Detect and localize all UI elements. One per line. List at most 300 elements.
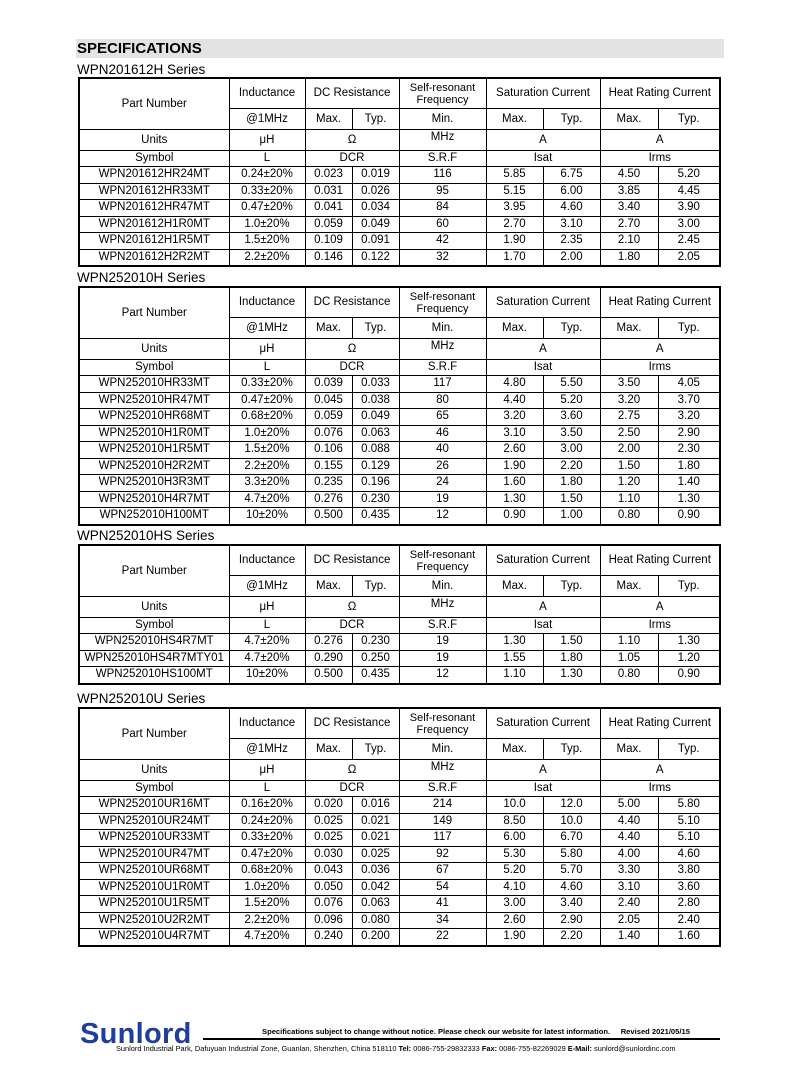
inductance-header: Inductance [229,708,305,739]
srf-min-cell: 42 [399,233,486,250]
table-row [79,409,720,426]
dcr-typ-cell: 0.435 [352,508,399,525]
spec-table-wpn201612h [78,77,721,267]
dcr-max-cell: 0.025 [305,813,352,830]
test-frequency-header: @1MHz [229,318,305,339]
table-row [79,863,720,880]
isat-typ-cell: 3.60 [543,409,600,426]
irms-max-cell: 2.50 [600,425,658,442]
dcr-typ-cell: 0.025 [352,846,399,863]
inductance-cell: 2.2±20% [229,912,305,929]
part-number-cell: WPN252010U1R5MT [79,896,229,913]
table-row [79,425,720,442]
units-row [79,597,720,618]
symbol-dcr: DCR [305,781,399,797]
dc-resistance-header: DC Resistance [305,708,399,739]
table-row [79,167,720,184]
unit-dcr: Ω [305,597,399,618]
inductance-cell: 0.24±20% [229,167,305,184]
unit-dcr: Ω [305,339,399,360]
srf-min-header: Min. [399,318,486,339]
symbol-isat: Isat [486,151,600,167]
irms-max-cell: 3.10 [600,879,658,896]
dcr-max-cell: 0.290 [305,650,352,667]
irms-max-cell: 1.40 [600,929,658,946]
isat-typ-cell: 6.00 [543,183,600,200]
srf-min-cell: 116 [399,167,486,184]
unit-srf: MHz [399,130,486,151]
irms-max-cell: 1.05 [600,650,658,667]
footer-tel: 0086-755-29832333 [413,1044,480,1053]
isat-typ-cell: 10.0 [543,813,600,830]
srf-min-header: Min. [399,109,486,130]
irms-max-header: Max. [600,576,658,597]
symbol-row [79,360,720,376]
dcr-max-cell: 0.500 [305,508,352,525]
footer-address-line [116,1044,676,1053]
isat-typ-cell: 3.40 [543,896,600,913]
inductance-cell: 0.47±20% [229,846,305,863]
unit-inductance: μH [229,597,305,618]
part-number-cell: WPN201612HR24MT [79,167,229,184]
footer-fax-label: Fax: [481,1044,498,1053]
symbol-row [79,618,720,634]
irms-typ-header: Typ. [658,739,720,760]
irms-typ-cell: 0.90 [658,508,720,525]
isat-max-cell: 1.90 [486,929,543,946]
srf-min-cell: 214 [399,797,486,814]
isat-typ-cell: 3.00 [543,442,600,459]
heat-rating-current-header: Heat Rating Current [600,545,720,576]
srf-header: Self-resonant Frequency [399,545,486,576]
dcr-typ-cell: 0.063 [352,425,399,442]
srf-min-cell: 40 [399,442,486,459]
dcr-max-cell: 0.023 [305,167,352,184]
isat-typ-cell: 12.0 [543,797,600,814]
irms-typ-header: Typ. [658,318,720,339]
isat-typ-cell: 1.50 [543,491,600,508]
irms-typ-cell: 1.60 [658,929,720,946]
isat-typ-cell: 5.70 [543,863,600,880]
srf-min-cell: 34 [399,912,486,929]
table-row [79,929,720,946]
irms-typ-cell: 2.40 [658,912,720,929]
inductance-cell: 1.0±20% [229,425,305,442]
saturation-current-header: Saturation Current [486,545,600,576]
irms-max-cell: 3.85 [600,183,658,200]
dcr-max-cell: 0.109 [305,233,352,250]
inductance-cell: 2.2±20% [229,458,305,475]
symbol-srf: S.R.F [399,151,486,167]
isat-typ-cell: 2.90 [543,912,600,929]
dcr-typ-cell: 0.129 [352,458,399,475]
saturation-current-header: Saturation Current [486,78,600,109]
inductance-header: Inductance [229,287,305,318]
table-row [79,508,720,525]
irms-max-cell: 5.00 [600,797,658,814]
spec-table-wpn252010h [78,286,721,526]
isat-typ-header: Typ. [543,318,600,339]
table-row [79,667,720,684]
inductance-cell: 3.3±20% [229,475,305,492]
srf-min-cell: 19 [399,650,486,667]
heat-rating-current-header: Heat Rating Current [600,78,720,109]
irms-max-cell: 3.40 [600,200,658,217]
series-title-2: WPN252010HS Series [77,528,215,543]
isat-typ-cell: 2.20 [543,929,600,946]
footer-divider [203,1038,720,1040]
inductance-cell: 0.68±20% [229,863,305,880]
isat-max-cell: 1.30 [486,634,543,651]
isat-typ-header: Typ. [543,576,600,597]
isat-max-cell: 1.10 [486,667,543,684]
dcr-max-cell: 0.031 [305,183,352,200]
header-row [79,287,720,318]
dcr-max-cell: 0.020 [305,797,352,814]
symbol-row [79,151,720,167]
table-row [79,458,720,475]
inductance-cell: 10±20% [229,508,305,525]
dcr-max-header: Max. [305,576,352,597]
saturation-current-header: Saturation Current [486,287,600,318]
dcr-max-cell: 0.500 [305,667,352,684]
dcr-typ-cell: 0.042 [352,879,399,896]
isat-typ-header: Typ. [543,739,600,760]
isat-max-cell: 1.60 [486,475,543,492]
srf-min-cell: 60 [399,216,486,233]
units-label: Units [79,760,229,781]
irms-max-cell: 4.50 [600,167,658,184]
footer-revised: Revised 2021/05/15 [620,1027,690,1036]
symbol-inductance: L [229,360,305,376]
srf-min-cell: 92 [399,846,486,863]
srf-min-cell: 12 [399,508,486,525]
dcr-typ-header: Typ. [352,109,399,130]
isat-max-cell: 3.10 [486,425,543,442]
dcr-typ-cell: 0.026 [352,183,399,200]
dcr-max-cell: 0.059 [305,409,352,426]
footer-email-label: E-Mail: [567,1044,592,1053]
table-row [79,650,720,667]
irms-typ-cell: 3.70 [658,392,720,409]
dcr-max-header: Max. [305,318,352,339]
symbol-row [79,781,720,797]
isat-typ-cell: 5.80 [543,846,600,863]
isat-max-cell: 3.20 [486,409,543,426]
srf-min-cell: 95 [399,183,486,200]
srf-header: Self-resonant Frequency [399,287,486,318]
dcr-max-cell: 0.146 [305,249,352,266]
srf-min-header: Min. [399,576,486,597]
table-row [79,392,720,409]
isat-max-cell: 1.55 [486,650,543,667]
isat-typ-cell: 4.60 [543,879,600,896]
symbol-srf: S.R.F [399,618,486,634]
irms-typ-cell: 5.10 [658,813,720,830]
irms-typ-cell: 2.80 [658,896,720,913]
irms-max-cell: 2.75 [600,409,658,426]
table-row [79,376,720,393]
part-number-cell: WPN252010HR33MT [79,376,229,393]
inductance-cell: 0.33±20% [229,183,305,200]
srf-min-cell: 46 [399,425,486,442]
irms-max-header: Max. [600,318,658,339]
irms-typ-cell: 3.80 [658,863,720,880]
table-row [79,879,720,896]
irms-typ-cell: 1.30 [658,634,720,651]
srf-min-cell: 117 [399,376,486,393]
srf-min-cell: 41 [399,896,486,913]
symbol-dcr: DCR [305,151,399,167]
unit-irms: A [600,130,720,151]
irms-typ-cell: 5.20 [658,167,720,184]
srf-min-cell: 149 [399,813,486,830]
isat-typ-cell: 1.50 [543,634,600,651]
dcr-typ-cell: 0.049 [352,409,399,426]
dcr-max-cell: 0.039 [305,376,352,393]
unit-inductance: μH [229,339,305,360]
symbol-inductance: L [229,151,305,167]
dcr-typ-header: Typ. [352,739,399,760]
part-number-header: Part Number [79,287,229,339]
test-frequency-header: @1MHz [229,739,305,760]
dcr-max-cell: 0.276 [305,491,352,508]
footer-note [262,1027,690,1036]
isat-typ-cell: 6.70 [543,830,600,847]
irms-max-cell: 2.10 [600,233,658,250]
dcr-max-header: Max. [305,739,352,760]
table-row [79,183,720,200]
inductance-cell: 1.0±20% [229,879,305,896]
isat-max-cell: 6.00 [486,830,543,847]
isat-max-cell: 1.90 [486,458,543,475]
inductance-cell: 1.0±20% [229,216,305,233]
isat-max-cell: 10.0 [486,797,543,814]
isat-max-cell: 5.15 [486,183,543,200]
dcr-max-cell: 0.106 [305,442,352,459]
srf-min-cell: 12 [399,667,486,684]
inductance-header: Inductance [229,545,305,576]
irms-max-cell: 3.50 [600,376,658,393]
isat-max-cell: 8.50 [486,813,543,830]
table-row [79,249,720,266]
irms-typ-cell: 2.30 [658,442,720,459]
dcr-typ-cell: 0.196 [352,475,399,492]
inductance-cell: 1.5±20% [229,442,305,459]
isat-typ-cell: 5.50 [543,376,600,393]
dcr-typ-header: Typ. [352,318,399,339]
dcr-typ-cell: 0.435 [352,667,399,684]
part-number-header: Part Number [79,545,229,597]
irms-max-cell: 2.40 [600,896,658,913]
part-number-cell: WPN201612HR33MT [79,183,229,200]
irms-max-cell: 2.70 [600,216,658,233]
isat-typ-cell: 3.50 [543,425,600,442]
unit-isat: A [486,760,600,781]
dcr-max-cell: 0.045 [305,392,352,409]
heat-rating-current-header: Heat Rating Current [600,708,720,739]
inductance-cell: 0.33±20% [229,830,305,847]
irms-max-cell: 1.80 [600,249,658,266]
symbol-irms: Irms [600,618,720,634]
isat-max-cell: 5.20 [486,863,543,880]
isat-max-header: Max. [486,739,543,760]
part-number-cell: WPN252010UR16MT [79,797,229,814]
units-row [79,130,720,151]
inductance-cell: 4.7±20% [229,929,305,946]
isat-max-cell: 4.10 [486,879,543,896]
irms-typ-cell: 2.90 [658,425,720,442]
part-number-cell: WPN201612H1R0MT [79,216,229,233]
units-row [79,339,720,360]
symbol-inductance: L [229,618,305,634]
part-number-cell: WPN252010HS100MT [79,667,229,684]
inductance-cell: 10±20% [229,667,305,684]
dc-resistance-header: DC Resistance [305,287,399,318]
part-number-cell: WPN252010UR68MT [79,863,229,880]
inductance-cell: 0.47±20% [229,392,305,409]
srf-header: Self-resonant Frequency [399,78,486,109]
footer-disclaimer: Specifications subject to change without notice. Please check our website for latest information. [262,1027,611,1036]
part-number-header: Part Number [79,78,229,130]
inductance-cell: 4.7±20% [229,491,305,508]
units-label: Units [79,597,229,618]
isat-max-header: Max. [486,318,543,339]
unit-dcr: Ω [305,130,399,151]
srf-min-cell: 54 [399,879,486,896]
section-title: SPECIFICATIONS [77,40,202,57]
symbol-label: Symbol [79,360,229,376]
isat-max-cell: 4.80 [486,376,543,393]
irms-max-cell: 0.80 [600,508,658,525]
irms-typ-cell: 5.10 [658,830,720,847]
irms-typ-cell: 4.60 [658,846,720,863]
srf-min-cell: 117 [399,830,486,847]
irms-max-cell: 0.80 [600,667,658,684]
isat-typ-cell: 1.30 [543,667,600,684]
part-number-cell: WPN252010HS4R7MT [79,634,229,651]
srf-min-cell: 65 [399,409,486,426]
dcr-max-cell: 0.025 [305,830,352,847]
part-number-cell: WPN252010UR47MT [79,846,229,863]
inductance-cell: 0.68±20% [229,409,305,426]
unit-srf: MHz [399,760,486,781]
part-number-cell: WPN252010UR33MT [79,830,229,847]
table-row [79,475,720,492]
spec-table-wpn252010u [78,707,721,947]
dcr-typ-cell: 0.038 [352,392,399,409]
srf-min-cell: 22 [399,929,486,946]
dcr-max-cell: 0.096 [305,912,352,929]
isat-max-cell: 1.30 [486,491,543,508]
unit-inductance: μH [229,130,305,151]
inductance-cell: 0.47±20% [229,200,305,217]
test-frequency-header: @1MHz [229,576,305,597]
irms-max-cell: 4.40 [600,813,658,830]
unit-isat: A [486,130,600,151]
inductance-cell: 4.7±20% [229,650,305,667]
symbol-isat: Isat [486,618,600,634]
table-row [79,797,720,814]
symbol-label: Symbol [79,151,229,167]
isat-max-cell: 5.30 [486,846,543,863]
part-number-cell: WPN252010HR68MT [79,409,229,426]
dc-resistance-header: DC Resistance [305,78,399,109]
unit-srf: MHz [399,597,486,618]
irms-typ-cell: 1.30 [658,491,720,508]
dcr-typ-cell: 0.063 [352,896,399,913]
part-number-cell: WPN252010U4R7MT [79,929,229,946]
table-row [79,200,720,217]
footer-email: sunlord@sunlordinc.com [594,1044,676,1053]
dcr-typ-cell: 0.230 [352,634,399,651]
irms-max-cell: 1.20 [600,475,658,492]
dcr-typ-cell: 0.033 [352,376,399,393]
isat-typ-cell: 1.00 [543,508,600,525]
isat-typ-cell: 2.00 [543,249,600,266]
table-row [79,216,720,233]
series-title-3: WPN252010U Series [77,691,206,706]
inductance-cell: 1.5±20% [229,896,305,913]
part-number-cell: WPN252010U1R0MT [79,879,229,896]
irms-typ-cell: 3.20 [658,409,720,426]
isat-max-cell: 1.70 [486,249,543,266]
table-row [79,896,720,913]
inductance-cell: 0.33±20% [229,376,305,393]
irms-max-header: Max. [600,739,658,760]
isat-typ-cell: 1.80 [543,650,600,667]
srf-min-header: Min. [399,739,486,760]
footer-fax: 0086-755-82269029 [499,1044,566,1053]
header-row [79,78,720,109]
dcr-max-cell: 0.155 [305,458,352,475]
dcr-max-cell: 0.050 [305,879,352,896]
inductance-cell: 1.5±20% [229,233,305,250]
table-row [79,912,720,929]
dcr-typ-cell: 0.019 [352,167,399,184]
isat-max-cell: 0.90 [486,508,543,525]
isat-max-header: Max. [486,576,543,597]
part-number-cell: WPN252010HS4R7MTY01 [79,650,229,667]
part-number-cell: WPN252010H2R2MT [79,458,229,475]
irms-max-cell: 1.10 [600,634,658,651]
irms-typ-cell: 5.80 [658,797,720,814]
irms-max-cell: 2.05 [600,912,658,929]
symbol-irms: Irms [600,151,720,167]
srf-min-cell: 19 [399,491,486,508]
srf-min-cell: 32 [399,249,486,266]
table-row [79,830,720,847]
isat-max-cell: 1.90 [486,233,543,250]
srf-header: Self-resonant Frequency [399,708,486,739]
unit-irms: A [600,597,720,618]
unit-srf: MHz [399,339,486,360]
inductance-cell: 0.24±20% [229,813,305,830]
dcr-typ-cell: 0.036 [352,863,399,880]
table-row [79,491,720,508]
part-number-cell: WPN201612HR47MT [79,200,229,217]
dcr-max-cell: 0.059 [305,216,352,233]
irms-typ-cell: 1.20 [658,650,720,667]
srf-min-cell: 19 [399,634,486,651]
table-row [79,846,720,863]
units-label: Units [79,339,229,360]
isat-max-cell: 2.70 [486,216,543,233]
inductance-cell: 0.16±20% [229,797,305,814]
dcr-typ-cell: 0.200 [352,929,399,946]
irms-max-cell: 2.00 [600,442,658,459]
isat-typ-cell: 2.20 [543,458,600,475]
